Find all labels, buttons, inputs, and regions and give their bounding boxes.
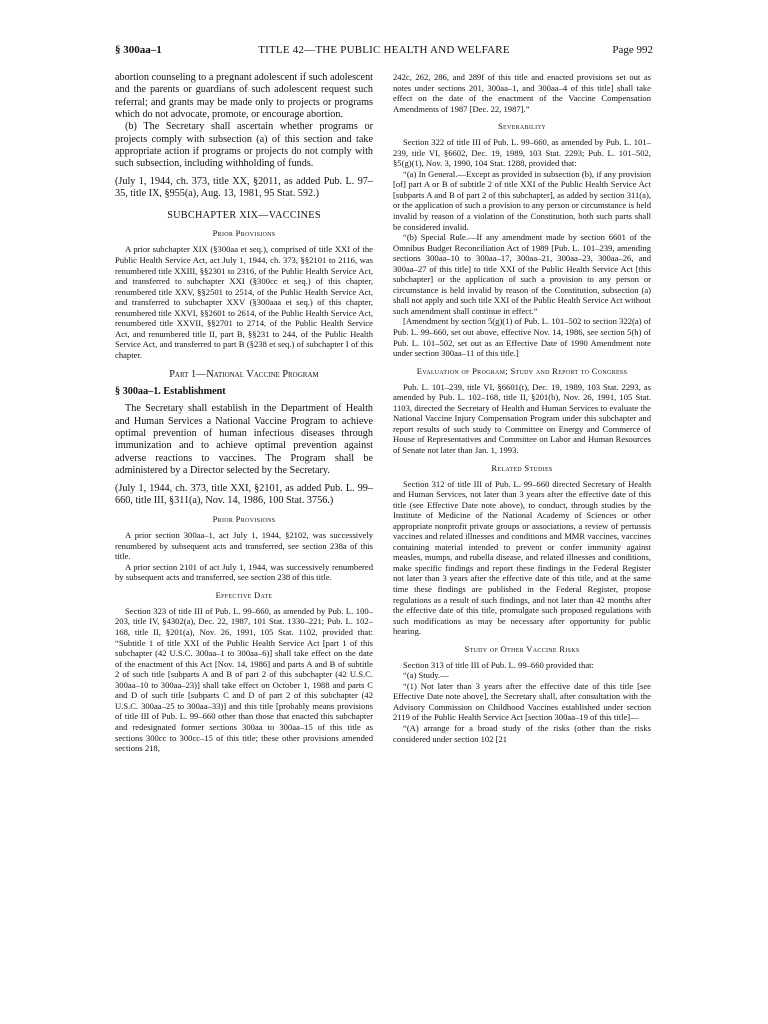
note-paragraph: 242c, 262, 286, and 289f of this title and enacted provisions set out as notes under sections 201, 300aa–1, and 300aa–4 of this title] shall take effect on the date of the enactment of the Vaccine Compensation Amendments of 1987 [Dec. 22, 1987].” [393, 72, 651, 114]
note-paragraph: Section 313 of title III of Pub. L. 99–660 provided that: [403, 659, 594, 670]
left-column [115, 72, 373, 1022]
right-column [393, 72, 651, 1022]
note-heading: Study of Other Vaccine Risks [464, 643, 580, 654]
note-paragraph: “(b) Special Rule.—If any amendment made by section 6601 of the Omnibus Budget Reconciliation Act of 1989 [Pub. L. 101–239, amending sections 300aa–10 to 300aa–17, 300aa–21, 300aa–23, 300aa–26, and 300aa–27 of this title] to title XXI of the Public Health Service Act [this subchapter] or the application of such a provision to any person or circumstance is held invalid by reason of the Constitution, subsection (a) shall not apply and such title XXI of the Public Health Service Act without such amendment shall continue in effect.” [393, 232, 651, 316]
header-page-number: Page 992 [612, 44, 653, 56]
header-section-number: § 300aa–1 [115, 44, 162, 56]
note-heading: Prior Provisions [212, 514, 276, 525]
paragraph: (b) The Secretary shall ascertain whether programs or projects comply with subsection (a) of this section and take appropriate action if programs or projects do not comply with such subsection, including withholding of funds. [115, 121, 373, 170]
note-heading: Effective Date [215, 589, 273, 600]
note-paragraph: A prior subchapter XIX (§300aa et seq.), comprised of title XXI of the Public Health Service Act, act July 1, 1944, ch. 373, §§2101 to 2116, was renumbered title XXIII, §§2301 to 2316, of the Public Health Service Act, and transferred to subchapter XXI (§300cc et seq.) of this chapter, renumbered title XXV, §§2501 to 2514, of the Public Health Service Act, and transferred to subchapter XXV (§300aaa et seq.) of this chapter, renumbered title XXVI, §§2601 to 2614, of the Public Health Service Act, renumbered title XXVII, §§2701 to 2714, of the Public Health Service Act, and renumbered title II, part B, §§231 to 244, of the Public Health Service Act, and transferred to part B (§238 et seq.) of subchapter I of this chapter. [115, 244, 373, 360]
subchapter-heading: SUBCHAPTER XIX—VACCINES [167, 210, 321, 222]
note-paragraph: [Amendment by section 5(g)(1) of Pub. L. 101–502 to section 322(a) of Pub. L. 99–660, set out above, effective Nov. 14, 1986, see section 5(h) of Pub. L. 101–502, set out as an Effective Date of 1990 Amendment note under section 300aa–11 of this title.] [393, 316, 651, 359]
paragraph: abortion counseling to a pregnant adolescent if such adolescent and the parents or guardians of such adolescent request such referral; and grants may be made only to projects or programs which do not advocate, promote, or encourage abortion. [115, 72, 373, 121]
running-header [115, 44, 653, 60]
note-paragraph: Pub. L. 101–239, title VI, §6601(t), Dec. 19, 1989, 103 Stat. 2293, as amended by Pub. L. 102–168, title II, §201(b), Nov. 26, 1991, 105 Stat. 1103, directed the Secretary of Health and Human Services to evaluate the National Vaccine Injury Compensation Program under this subchapter and report results of such study to Committee on Energy and Commerce of House of Representatives and Committee on Labor and Human Resources of Senate not later than Jan. 1, 1993. [393, 381, 651, 455]
header-title: TITLE 42—THE PUBLIC HEALTH AND WELFARE [258, 44, 510, 56]
source-credit: (July 1, 1944, ch. 373, title XXI, §2101, as added Pub. L. 99–660, title III, §311(a), Nov. 14, 1986, 100 Stat. 3756.) [115, 482, 373, 506]
note-paragraph: Section 312 of title III of Pub. L. 99–660 directed Secretary of Health and Human Services, not later than 3 years after the effective date of this title (see Effective Date note above), to conduct, through studies by the Institute of Medicine of the National Academy of Sciences or other appropriate nonprofit private groups or associations, a review of pertussis vaccines and related illnesses and conditions and MMR vaccines, vaccines containing material intended to prevent or confer immunity against measles, mumps, and rubella disease, and related illnesses and conditions, make specific findings and report these findings in the Federal Register not later than 3 years after the effective date of this title, and at the same time these findings are published in the Federal Register, propose regulations as a result of such findings, and not later than 42 months after the effective date of this title, promulgate such proposed regulations with such modifications as may be necessary after opportunity for public hearing. [393, 478, 651, 637]
source-credit: (July 1, 1944, ch. 373, title XX, §2011, as added Pub. L. 97–35, title IX, §955(a), Aug. 13, 1981, 95 Stat. 592.) [115, 175, 373, 200]
note-paragraph: “(1) Not later than 3 years after the effective date of this title [see Effective Date note above], the Secretary shall, after consultation with the Advisory Commission on Childhood Vaccines established under section 2119 of the Public Health Service Act [section 300aa–19 of this title]— [393, 680, 651, 723]
note-paragraph: A prior section 2101 of act July 1, 1944, was successively renumbered by subsequent acts and transferred, see section 238 of this title. [115, 561, 373, 583]
part-heading: Part 1—National Vaccine Program [169, 369, 319, 381]
note-paragraph: “(a) Study.— [403, 670, 449, 681]
note-paragraph: A prior section 300aa–1, act July 1, 1944, §2102, was successively renumbered by subsequent acts and transferred, see section 238a of this title. [115, 530, 373, 562]
section-text: The Secretary shall establish in the Department of Health and Human Services a National Vaccine Program to achieve optimal prevention of human infectious diseases through immunization and to achieve optimal prevention against adverse reactions to vaccines. The Program shall be administered by a Director selected by the Secretary. [115, 403, 373, 477]
note-paragraph: “(A) arrange for a broad study of the risks (other than the risks considered under section 102 [21 [393, 722, 651, 744]
note-paragraph: Section 323 of title III of Pub. L. 99–660, as amended by Pub. L. 100–203, title IV, §4302(a), Dec. 22, 1987, 101 Stat. 1330–221; Pub. L. 102–168, title II, §201(a), Nov. 26, 1991, 105 Stat. 1102, provided that: “Subtitle 1 of title XXI of the Public Health Service Act [part 1 of this subchapter (42 U.S.C. 300aa–1 to 300aa–6)] shall take effect on the date of the enactment of this Act [Nov. 14, 1986] and parts A and B of subtitle 2 of such title [subparts A and B of part 2 of this subchapter (42 U.S.C. 300aa–10 to 300aa–23)] shall take effect on October 1, 1988 and parts C and D of such title [subparts C and D of part 2 of this subchapter (42 U.S.C. 300aa–25 to 300aa–33)] and this title [probably means provisions of title III of Pub. L. 99–660 other than those that enacted this subchapter and redesignated former sections 300aa to 300aa–15 of this title as sections 300cc to 300cc–15 of this title; these other provisions amended sections 218, [115, 605, 373, 754]
note-heading: Prior Provisions [212, 228, 276, 239]
note-heading: Related Studies [491, 462, 553, 473]
section-heading: § 300aa–1. Establishment [115, 386, 226, 398]
note-heading: Severability [497, 121, 547, 132]
note-paragraph: Section 322 of title III of Pub. L. 99–660, as amended by Pub. L. 101–239, title VI, §6602, Dec. 19, 1989, 103 Stat. 2293; Pub. L. 101–502, §5(g)(1), Nov. 3, 1990, 104 Stat. 1288, provided that: [393, 137, 651, 169]
note-heading: Evaluation of Program; Study and Report to Congress [416, 365, 628, 376]
note-paragraph: “(a) In General.—Except as provided in subsection (b), if any provision [of] part A or B of subtitle 2 of title XXI of the Public Health Service Act [subparts A and B of part 2 of this subchapter], as added by section 311(a), or the application of such a provision to any person or circumstance is held invalid by reason of a violation of the Constitution, both such parts shall be considered invalid. [393, 168, 651, 232]
